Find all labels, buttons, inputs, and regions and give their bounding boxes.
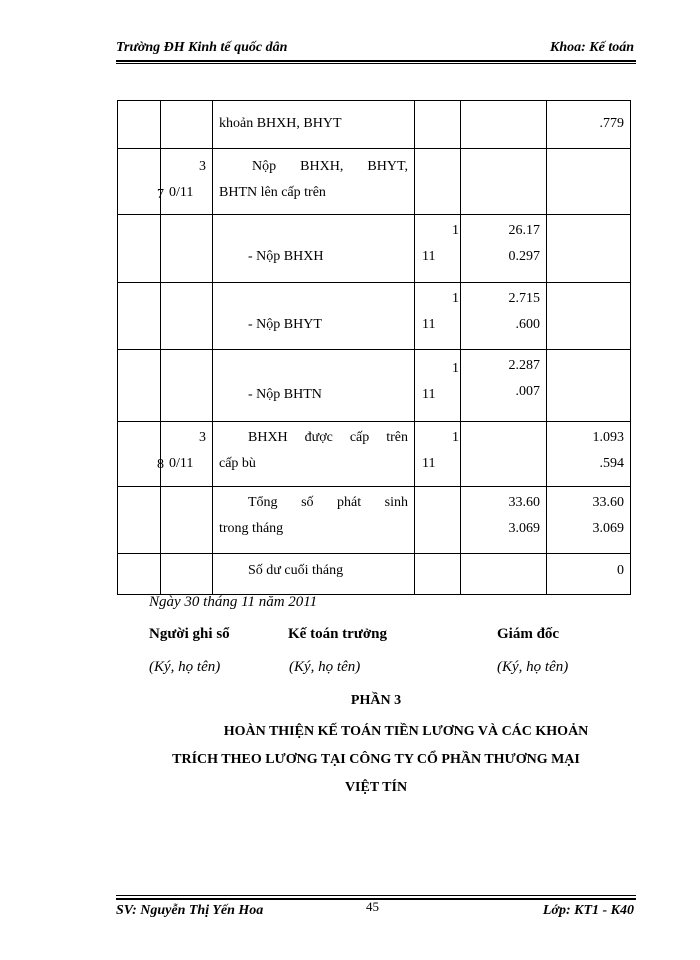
account-code: 11 [422, 317, 436, 332]
account-code: 11 [422, 456, 436, 471]
account-code: 11 [422, 249, 436, 264]
debit-amount: .007 [515, 384, 540, 399]
part-heading: PHẦN 3 [350, 693, 402, 708]
date-month: 0/11 [169, 456, 194, 471]
page-number: 45 [366, 899, 379, 914]
row-description: trong tháng [219, 521, 284, 536]
part-title-line-3: VIỆT TÍN [344, 780, 408, 795]
signature-date: Ngày 30 tháng 11 năm 2011 [149, 594, 318, 610]
date-day: 3 [199, 430, 206, 445]
ledger-table [117, 100, 631, 595]
credit-amount: 1.093 [592, 430, 624, 445]
part-title-line-2: TRÍCH THEO LƯƠNG TẠI CÔNG TY CỔ PHẦN THƯƠNG MẠI [172, 752, 580, 767]
account-code: 11 [422, 387, 436, 402]
debit-total: 3.069 [508, 521, 540, 536]
sign-note: (Ký, họ tên) [289, 659, 361, 675]
row-number: 7 [157, 187, 164, 202]
footer-student: SV: Nguyễn Thị Yến Hoa [116, 903, 264, 918]
row-description: Nộp BHXH, BHYT, [252, 159, 408, 174]
debit-amount: .600 [515, 317, 540, 332]
credit-amount: .594 [599, 456, 624, 471]
debit-amount: 0.297 [508, 249, 540, 264]
debit-amount: 26.17 [508, 223, 540, 238]
account-code: 1 [452, 430, 459, 445]
closing-balance: 0 [617, 563, 624, 578]
row-description: - Nộp BHXH [248, 249, 324, 264]
row-description: - Nộp BHYT [248, 317, 322, 332]
table-row [118, 101, 631, 149]
row-description: - Nộp BHTN [248, 387, 322, 402]
row-description: cấp bù [219, 456, 256, 471]
role-director: Giám đốc [497, 626, 560, 642]
role-chief-accountant: Kế toán trưởng [288, 626, 387, 642]
part-title-line-1: HOÀN THIỆN KẾ TOÁN TIỀN LƯƠNG VÀ CÁC KHOẢN [223, 724, 589, 739]
table-row [118, 487, 631, 554]
table-row [118, 422, 631, 487]
row-description: Số dư cuối tháng [248, 563, 344, 578]
footer-class: Lớp: KT1 - K40 [542, 903, 634, 918]
row-description: khoản BHXH, BHYT [219, 116, 342, 131]
date-day: 3 [199, 159, 206, 174]
row-description: Tổng số phát sinh [248, 495, 408, 510]
row-description: BHXH được cấp trên [248, 430, 408, 445]
account-code: 1 [452, 223, 459, 238]
debit-amount: 2.715 [508, 291, 540, 306]
credit-amount: .779 [599, 116, 624, 131]
row-description: BHTN lên cấp trên [219, 185, 326, 200]
table-row [118, 283, 631, 350]
table-row [118, 554, 631, 595]
header-rule-thin [116, 63, 636, 64]
account-code: 1 [452, 291, 459, 306]
table-row [118, 149, 631, 215]
debit-total: 33.60 [508, 495, 540, 510]
table-row [118, 350, 631, 422]
role-recorder: Người ghi sổ [149, 626, 230, 642]
credit-total: 33.60 [592, 495, 624, 510]
date-month: 0/11 [169, 185, 194, 200]
header-faculty: Khoa: Kế toán [549, 40, 634, 55]
credit-total: 3.069 [592, 521, 624, 536]
header-rule [116, 60, 636, 62]
table-row [118, 215, 631, 283]
account-code: 1 [452, 361, 459, 376]
sign-note: (Ký, họ tên) [497, 659, 569, 675]
debit-amount: 2.287 [508, 358, 540, 373]
footer-rule-thin [116, 895, 636, 896]
row-number: 8 [157, 457, 164, 472]
sign-note: (Ký, họ tên) [149, 659, 221, 675]
header-school: Trường ĐH Kinh tế quốc dân [116, 40, 288, 55]
